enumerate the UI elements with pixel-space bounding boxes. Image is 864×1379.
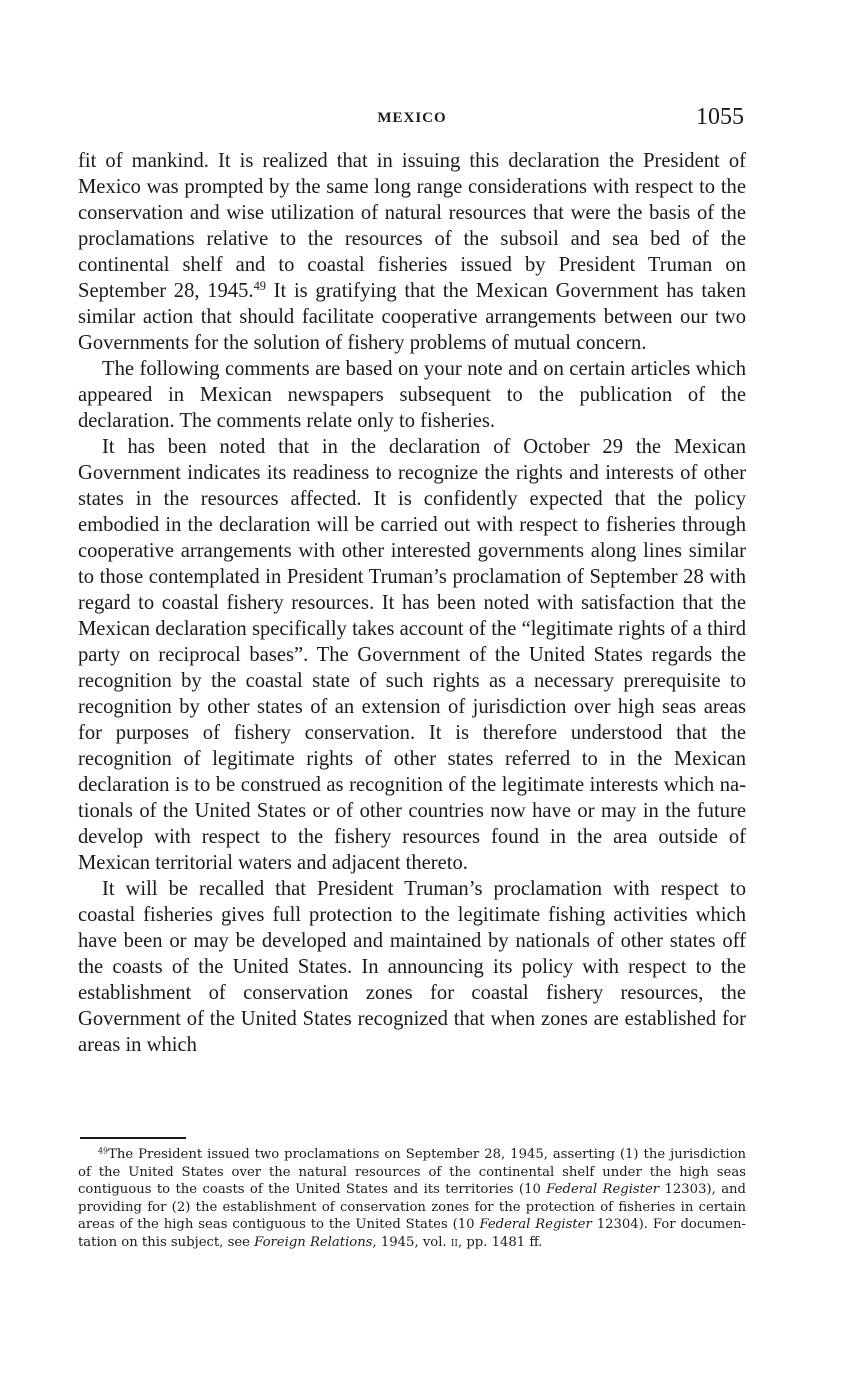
paragraph-1-text-continued: It is gratifying that the Mexican Government has taken similar action that should facilitate cooperative arrangements between our two Governments for the solution of fishery problems of mutual concern. bbox=[78, 280, 746, 354]
footnote-divider bbox=[80, 1137, 186, 1139]
footnote-citation-title: Federal Register bbox=[479, 1217, 592, 1233]
page-number: 1055 bbox=[696, 104, 744, 130]
footnote-text: , 1945, vol. bbox=[372, 1234, 451, 1250]
footnote-text: 12303), and providing for (2) the establishment of conservation zones for the protection of fisheries in certain areas of the high seas contiguous to the United States (10 bbox=[78, 1182, 746, 1233]
paragraph-1 bbox=[78, 148, 746, 356]
paragraph-4: It will be recalled that President Truman’s proclamation with respect to coastal fisheries gives full protection to the legitimate fishing activities which have been or may be developed and maintained by nationals of other states off the coasts of the United States. In announcing its policy with respect to the establishment of conservation zones for coastal fishery resources, the Government of the United States recognized that when zones are established for areas in which bbox=[78, 878, 746, 1056]
paragraph-3: It has been noted that in the declaration of October 29 the Mexican Government indicates its readiness to recognize the rights and interests of other states in the resources affected. It is confidently expected that the policy embodied in the declaration will be carried out with respect to fisheries through cooperative arrangements with other interested governments along lines similar to those contemplated in President Truman’s proclamation of September 28 with regard to coastal fishery resources. It has been noted with satisfaction that the Mexican declaration specifically takes account of the “legitimate rights of a third party on reciprocal bases”. The Government of the United States regards the recognition by the coastal state of such rights as a necessary prerequisite to recognition by other states of an extension of jurisdiction over high seas areas for purposes of fishery conservation. It is therefore understood that the recognition of legitimate rights of other states referred to in the Mexican declaration is to be construed as recognition of the legitimate interests which nationals of the United States or of other countries now have or may in the future develop with respect to the fishery resources found in the area outside of Mexican territorial waters and adjacent thereto. bbox=[78, 436, 746, 874]
running-head: MEXICO bbox=[377, 110, 447, 126]
footnote-citation-title: Federal Register bbox=[546, 1182, 660, 1198]
paragraph-2: The following comments are based on your note and on certain articles which appeared in Mexican newspapers subsequent to the publication of the declaration. The comments relate only to fisheries. bbox=[78, 358, 746, 432]
footnote-49 bbox=[78, 1146, 746, 1252]
footnote-text: , pp. 1481 ff. bbox=[457, 1234, 543, 1250]
body-text bbox=[78, 148, 746, 1058]
footnote-volume-number: ii bbox=[450, 1234, 458, 1250]
page-header bbox=[78, 104, 746, 134]
footnote-text: 12304). For documentation on this subject, see bbox=[78, 1217, 746, 1250]
footnote-citation-title: Foreign Relations bbox=[254, 1234, 373, 1250]
paragraph-1-text: fit of mankind. It is realized that in issuing this declaration the President of Mexico was prompted by the same long range considerations with respect to the conservation and wise utilization of natural resources that were the basis of the proclamations relative to the resources of the subsoil and sea bed of the continental shelf and to coastal fisheries issued by President Truman on September 28, 1945. bbox=[78, 150, 746, 302]
footnote-text: The President issued two proclamations on September 28, 1945, asserting (1) the jurisdiction of the United States over the natural resources of the continental shelf under the high seas contiguous to the coasts of the United States and its territories (10 bbox=[78, 1147, 746, 1198]
footnote-reference-49[interactable]: 49 bbox=[253, 279, 266, 294]
footnote-marker: 49 bbox=[98, 1146, 109, 1156]
